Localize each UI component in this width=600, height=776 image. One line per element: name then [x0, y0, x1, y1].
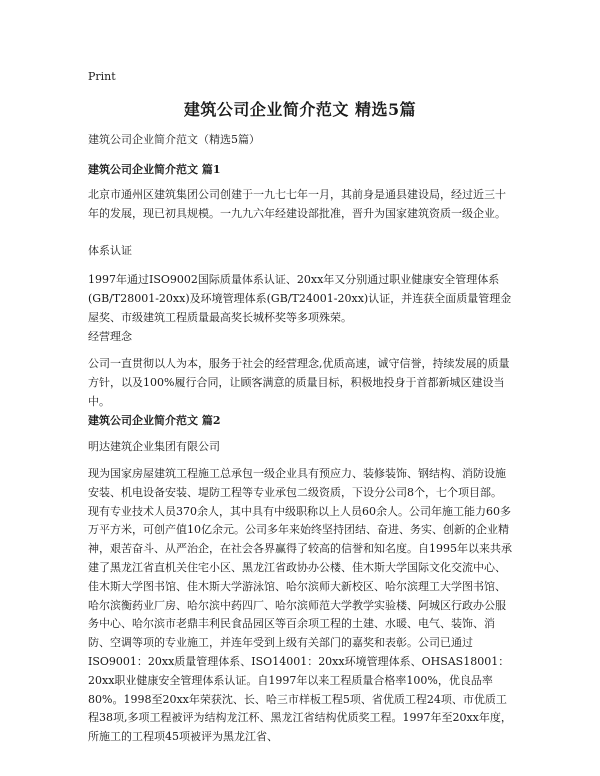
section2-body: 现为国家房屋建筑工程施工总承包一级企业具有预应力、装修装饰、钢结构、消防设施安装、机电设备安装、堤防工程等专业承包二级资质，下设分公司8个，七个项目部。现有专业技术人员370余人，其中具有中级职称以上人员60余人。公司年施工能力60多万平方米，可创产值10亿余元。公司多年来始终坚持团结、奋进、务实、创新的企业精神，艰苦奋斗、从严治企，在社会各界赢得了较高的信誉和知名度。自1995年以来共承建了黑龙江省直机关住宅小区、黑龙江省政协办公楼、佳木斯大学国际文化交流中心、佳木斯大学图书馆、佳木斯大学游泳馆、哈尔滨师大新校区、哈尔滨理工大学图书馆、哈尔滨衡药业厂房、哈尔滨中药四厂、哈尔滨师范大学教学实验楼、阿城区行政办公服务中心、哈尔滨市老鼎丰利民食品园区等百余项工程的土建、水暖、电气、装饰、消防、空调等项的专业施工，并连年受到上级有关部门的嘉奖和表彰。公司已通过ISO9001：20xx质量管理体系、ISO14001：20xx环境管理体系、OHSAS18001：20xx职业健康安全管理体系认证。自1997年以来工程质量合格率100%，优良品率80%。1998至20xx年荣获沈、长、哈三市样板工程5项、省优质工程24项、市优质工程38项,多项工程被评为结构龙江杯、黑龙江省结构优质奖工程。1997年至20xx年度，所施工的工程项45项被评为黑龙江省、 [88, 467, 512, 744]
print-label[interactable]: Print [88, 70, 116, 83]
section1-sub2-text: 公司一直贯彻以人为本，服务于社会的经营理念,优质高速，诚守信誉，持续发展的质量方针，以及100%履行合同，让顾客满意的质量目标，积极地投身于首都新城区建设当中。 [88, 357, 510, 408]
section1-intro: 北京市通州区建筑集团公司创建于一九七七年一月，其前身是通县建设局，经过近三十年的发展，现已初具规模。一九九六年经建设部批准，晋升为国家建筑资质一级企业。 [88, 188, 506, 220]
section-heading-2: 建筑公司企业简介范文 篇2 [88, 414, 221, 427]
section1-sub1-title: 体系认证 [88, 244, 132, 257]
section2-company: 明达建筑企业集团有限公司 [88, 440, 220, 453]
section-heading-1: 建筑公司企业简介范文 篇1 [88, 163, 221, 176]
document-subtitle: 建筑公司企业简介范文（精选5篇） [88, 133, 260, 146]
page-title: 建筑公司企业简介范文 精选5篇 [183, 100, 417, 119]
section1-sub2-title: 经营理念 [88, 330, 132, 343]
section1-sub1-text: 1997年通过ISO9002国际质量体系认证、20xx年又分别通过职业健康安全管理体系(GB/T28001-20xx)及环境管理体系(GB/T24001-20xx)认证，并连获全面质量管理金屋奖、市级建筑工程质量最高奖长城杯奖等多项殊荣。 [88, 273, 512, 324]
